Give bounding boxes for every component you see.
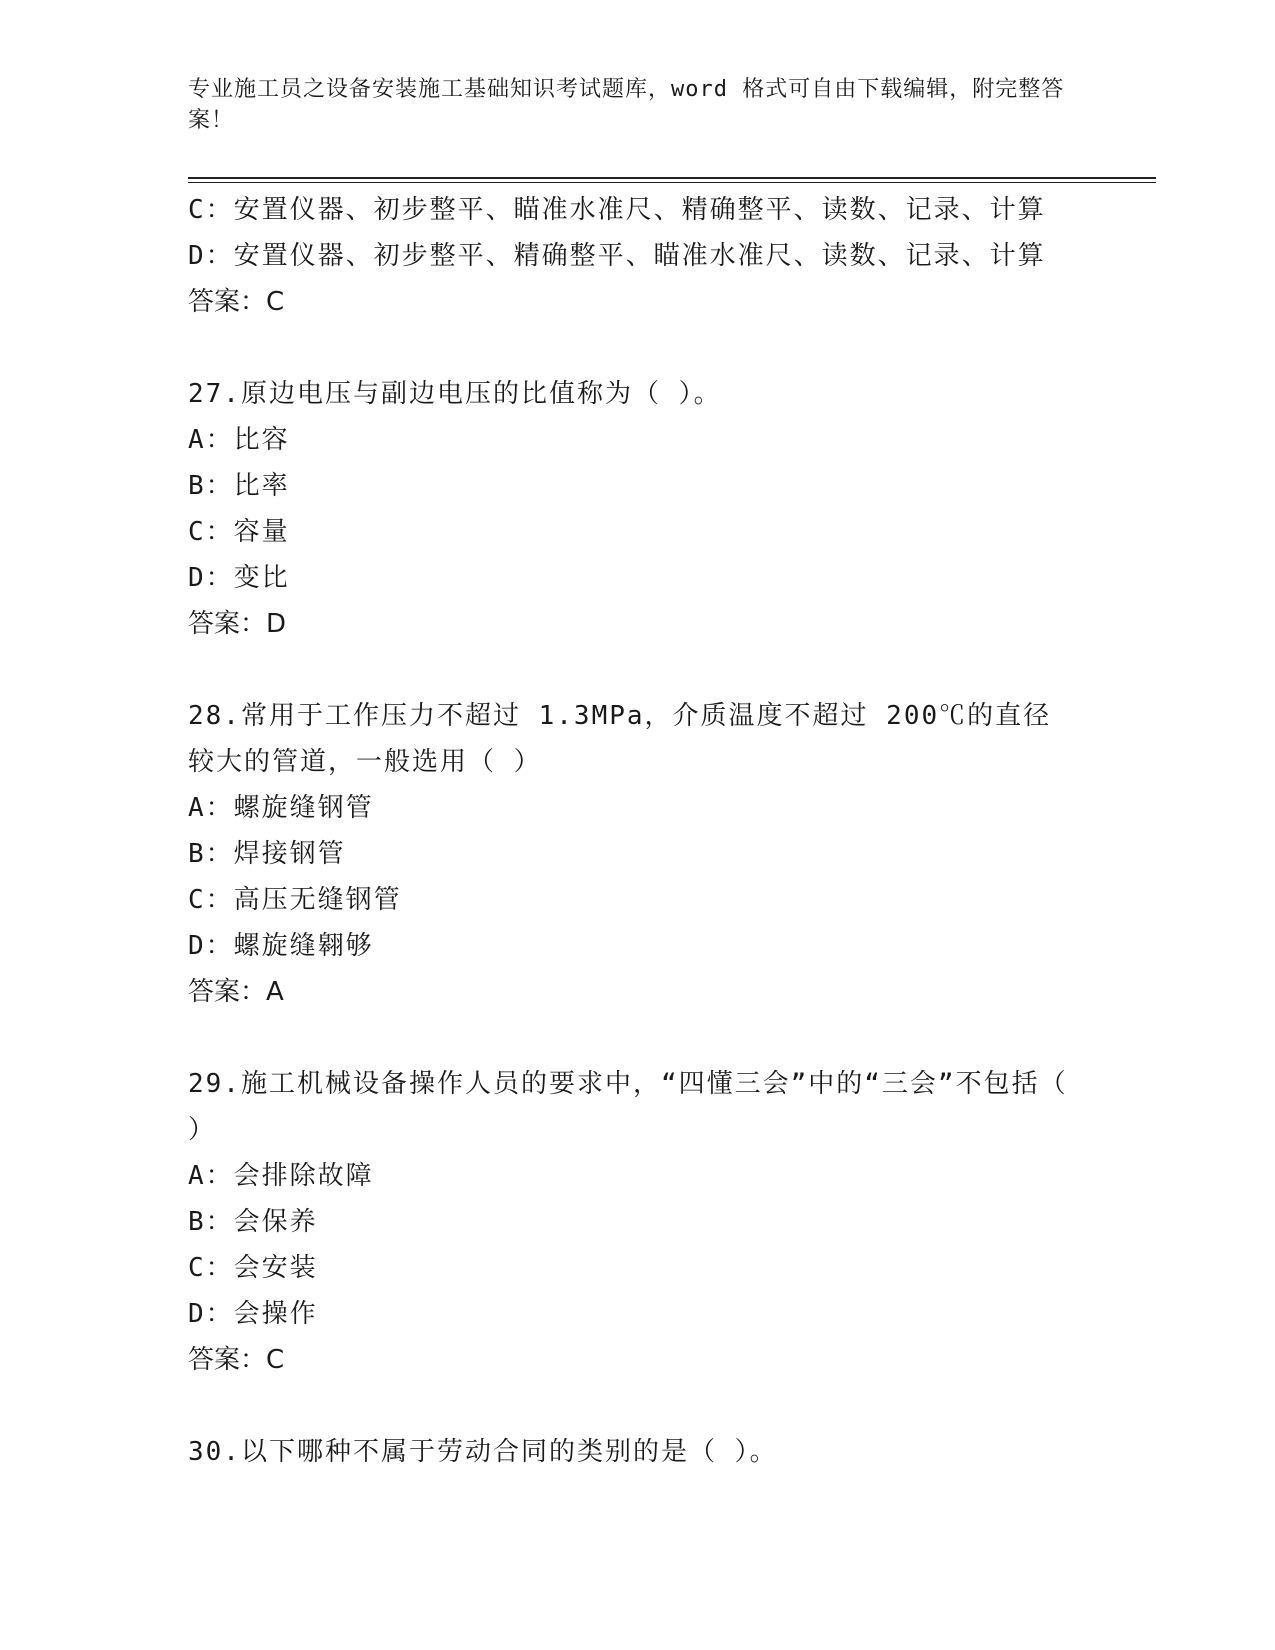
page-header: 专业施工员之设备安装施工基础知识考试题库，word 格式可自由下载编辑，附完整答案！ <box>188 77 1065 133</box>
option-a: A：螺旋缝钢管 <box>188 793 374 823</box>
question-block-30 <box>188 1429 1088 1475</box>
header-rule-thin <box>188 182 1156 183</box>
option-b: B：比率 <box>188 471 290 501</box>
question-block-26 <box>188 187 1088 325</box>
option-c: C：会安装 <box>188 1253 318 1283</box>
answer-line: 答案：D <box>188 609 287 639</box>
option-d: D：会操作 <box>188 1299 318 1329</box>
option-a: A：会排除故障 <box>188 1161 374 1191</box>
option-d: D：螺旋缝翱够 <box>188 931 374 961</box>
question-stem: 28.常用于工作压力不超过 1.3MPa，介质温度不超过 200℃的直径较大的管道，一般选用（ ） <box>188 701 1052 777</box>
header-rule-thick <box>188 177 1156 179</box>
question-block-27 <box>188 371 1088 647</box>
question-block-29 <box>188 1061 1088 1383</box>
question-stem: 30.以下哪种不属于劳动合同的类别的是（ ）。 <box>188 1437 778 1467</box>
spacer <box>188 325 1088 371</box>
spacer <box>188 1383 1088 1429</box>
question-stem: 29.施工机械设备操作人员的要求中，“四懂三会”中的“三会”不包括（ ） <box>188 1069 1068 1145</box>
option-c: C：安置仪器、初步整平、瞄准水准尺、精确整平、读数、记录、计算 <box>188 195 1046 225</box>
option-c: C：高压无缝钢管 <box>188 885 402 915</box>
question-stem: 27.原边电压与副边电压的比值称为（ ）。 <box>188 379 722 409</box>
option-c: C：容量 <box>188 517 290 547</box>
option-b: B：焊接钢管 <box>188 839 346 869</box>
question-list <box>188 187 1088 1475</box>
answer-line: 答案：C <box>188 287 285 317</box>
answer-line: 答案：C <box>188 1345 285 1375</box>
answer-line: 答案：A <box>188 977 284 1007</box>
option-b: B：会保养 <box>188 1207 318 1237</box>
option-d: D：变比 <box>188 563 290 593</box>
question-block-28 <box>188 693 1088 1015</box>
spacer <box>188 1015 1088 1061</box>
spacer <box>188 647 1088 693</box>
option-a: A：比容 <box>188 425 290 455</box>
option-d: D：安置仪器、初步整平、精确整平、瞄准水准尺、读数、记录、计算 <box>188 241 1046 271</box>
